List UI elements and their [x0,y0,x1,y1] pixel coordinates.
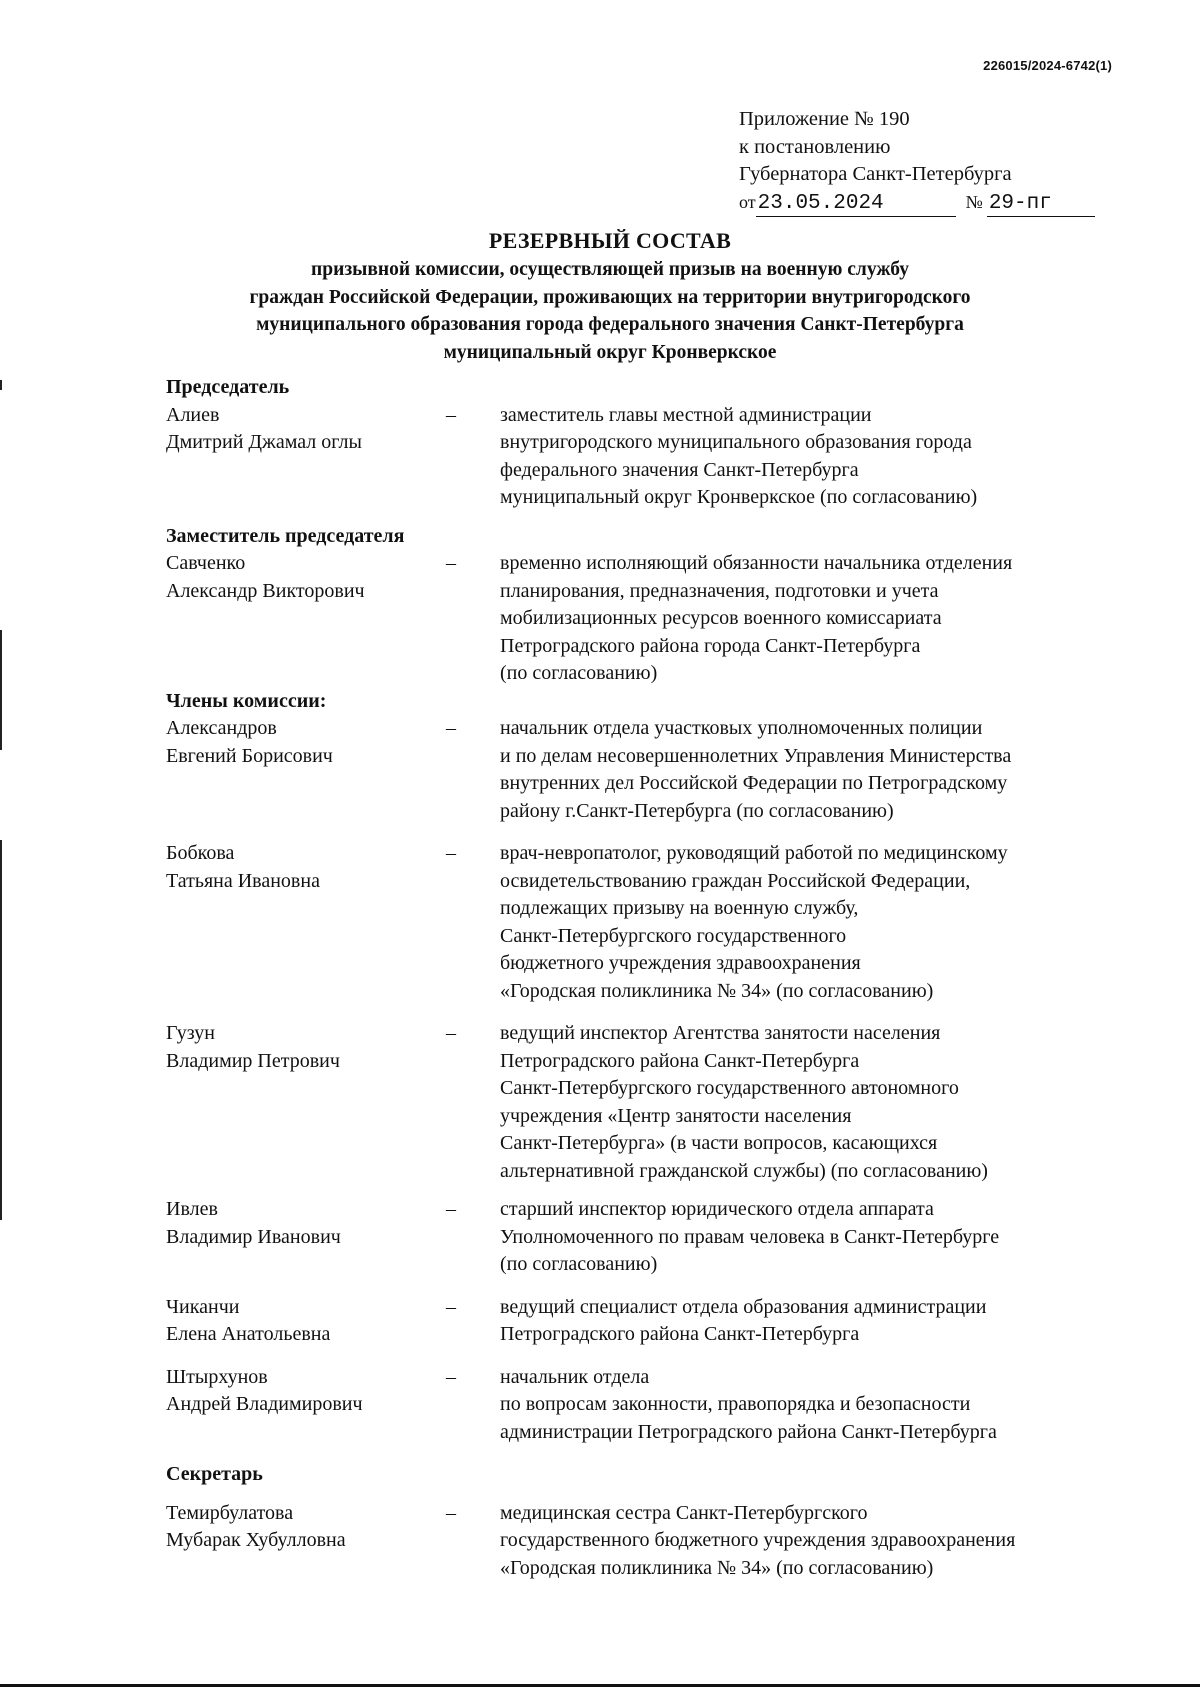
member-surname: Бобкова [166,842,235,864]
position-line: временно исполняющий обязанности начальника отделения [500,552,1013,574]
appendix-authority: Губернатора Санкт-Петербурга [739,163,1012,185]
member-name [166,1020,446,1185]
position-line: «Городская поликлиника № 34» (по согласованию) [500,1556,934,1579]
position-line: ведущий специалист отдела образования администрации [500,1295,987,1318]
appendix-block [739,106,1095,217]
member-entry [166,402,1126,512]
member-surname: Александров [166,717,277,739]
bottom-scan-border [0,1684,1200,1687]
position-line: Уполномоченного по правам человека в Санкт-Петербурге [500,1225,1000,1248]
appendix-reference: к постановлению [739,135,891,158]
position-line: врач-невропатолог, руководящий работой по медицинскому [500,842,1008,864]
decree-number: 29-пг [987,192,1095,217]
member-entry [166,840,1126,1005]
member-position [500,402,1130,512]
document-heading [160,226,1060,366]
position-line: району г.Санкт-Петербурга (по согласованию) [500,799,894,822]
member-position [500,550,1130,688]
member-surname: Алиев [166,403,220,426]
position-line: бюджетного учреждения здравоохранения [500,952,861,974]
section-secretary: Секретарь [166,1463,263,1485]
member-surname: Штырхунов [166,1365,268,1388]
heading-line-2: граждан Российской Федерации, проживающих на территории внутригородского [249,286,971,308]
position-line: государственного бюджетного учреждения здравоохранения [500,1529,1016,1551]
member-entry [166,1500,1126,1583]
member-given-name: Александр Викторович [166,579,365,602]
decree-date-row [739,189,1095,217]
commission-roster [166,374,1126,1582]
member-surname: Чиканчи [166,1295,240,1318]
member-given-name: Евгений Борисович [166,744,333,767]
member-entry [166,550,1126,688]
member-position [500,1500,1130,1583]
position-line: внутригородского муниципального образования города [500,431,972,453]
document-id: 226015/2024-6742(1) [983,58,1112,73]
member-position [500,840,1130,1005]
heading-line-3: муниципального образования города федерального значения Санкт-Петербурга [256,314,964,335]
member-given-name: Елена Анатольевна [166,1323,331,1345]
date-prefix: от [739,191,756,212]
member-entry [166,1294,1126,1349]
member-surname: Савченко [166,552,246,574]
dash-separator: – [446,1198,456,1220]
member-position [500,1294,1130,1349]
position-line: старший инспектор юридического отдела аппарата [500,1198,934,1220]
appendix-number: Приложение № 190 [739,108,910,130]
scan-edge-mark [0,380,2,390]
member-entry [166,715,1126,825]
position-line: ведущий инспектор Агентства занятости населения [500,1022,941,1044]
position-line: начальник отдела участковых уполномоченных полиции [500,717,983,739]
heading-line-4: муниципальный округ Кронверкское [443,341,777,363]
position-line: медицинская сестра Санкт-Петербургского [500,1501,868,1524]
position-line: федерального значения Санкт-Петербурга [500,458,859,481]
section-chair: Председатель [166,376,290,398]
member-name [166,715,446,825]
member-name [166,840,446,1005]
position-line: и по делам несовершеннолетних Управления Министерства [500,744,1012,767]
member-name [166,1500,446,1583]
section-deputy: Заместитель председателя [166,524,405,547]
member-given-name: Мубарак Хубулловна [166,1529,346,1551]
position-line: начальник отдела [500,1365,650,1388]
dash-separator: – [446,842,456,864]
member-given-name: Владимир Иванович [166,1225,341,1248]
position-line: «Городская поликлиника № 34» (по согласованию) [500,979,934,1002]
position-line: Санкт-Петербургского государственного [500,924,847,947]
member-given-name: Дмитрий Джамал оглы [166,431,362,453]
member-entry [166,1364,1126,1447]
member-position [500,1364,1130,1447]
position-line: Петроградского района города Санкт-Петербурга [500,634,921,657]
dash-separator: – [446,1365,456,1388]
position-line: администрации Петроградского района Санкт-Петербурга [500,1420,997,1443]
position-line: подлежащих призыву на военную службу, [500,897,859,919]
member-given-name: Андрей Владимирович [166,1393,363,1415]
position-line: альтернативной гражданской службы) (по согласованию) [500,1159,988,1182]
member-entry [166,1020,1126,1185]
member-position [500,1196,1130,1279]
position-line: по вопросам законности, правопорядка и безопасности [500,1393,971,1415]
member-surname: Ивлев [166,1198,218,1220]
number-sign: № [965,191,983,212]
dash-separator: – [446,717,456,739]
dash-separator: – [446,552,456,574]
member-surname: Гузун [166,1022,215,1044]
position-line: освидетельствованию граждан Российской Федерации, [500,869,971,892]
member-name [166,1364,446,1447]
position-line: внутренних дел Российской Федерации по Петроградскому [500,772,1008,794]
position-line: Петроградского района Санкт-Петербурга [500,1323,860,1345]
member-surname: Темирбулатова [166,1501,294,1524]
position-line: учреждения «Центр занятости населения [500,1104,852,1127]
heading-line-1: призывной комиссии, осуществляющей призыв на военную службу [311,259,909,280]
member-position [500,715,1130,825]
position-line: Санкт-Петербургского государственного автономного [500,1077,959,1099]
position-line: мобилизационных ресурсов военного комиссариата [500,607,942,629]
dash-separator: – [446,1022,456,1044]
member-entry [166,1196,1126,1279]
position-line: Петроградского района Санкт-Петербурга [500,1049,860,1072]
member-name [166,550,446,688]
member-name [166,402,446,512]
decree-date: 23.05.2024 [756,192,956,217]
scan-edge-mark [0,840,2,1220]
position-line: (по согласованию) [500,1253,658,1275]
scan-edge-mark [0,630,2,750]
document-title: РЕЗЕРВНЫЙ СОСТАВ [488,228,732,253]
position-line: (по согласованию) [500,662,658,684]
dash-separator: – [446,1295,456,1318]
position-line: Санкт-Петербурга» (в части вопросов, касающихся [500,1132,938,1154]
section-members: Члены комиссии: [166,689,327,712]
member-given-name: Татьяна Ивановна [166,869,320,892]
member-given-name: Владимир Петрович [166,1049,340,1072]
member-name [166,1196,446,1279]
position-line: планирования, предназначения, подготовки и учета [500,579,939,602]
position-line: муниципальный округ Кронверкское (по согласованию) [500,486,978,508]
member-name [166,1294,446,1349]
position-line: заместитель главы местной администрации [500,403,872,426]
dash-separator: – [446,1501,456,1524]
dash-separator: – [446,403,456,426]
member-position [500,1020,1130,1185]
